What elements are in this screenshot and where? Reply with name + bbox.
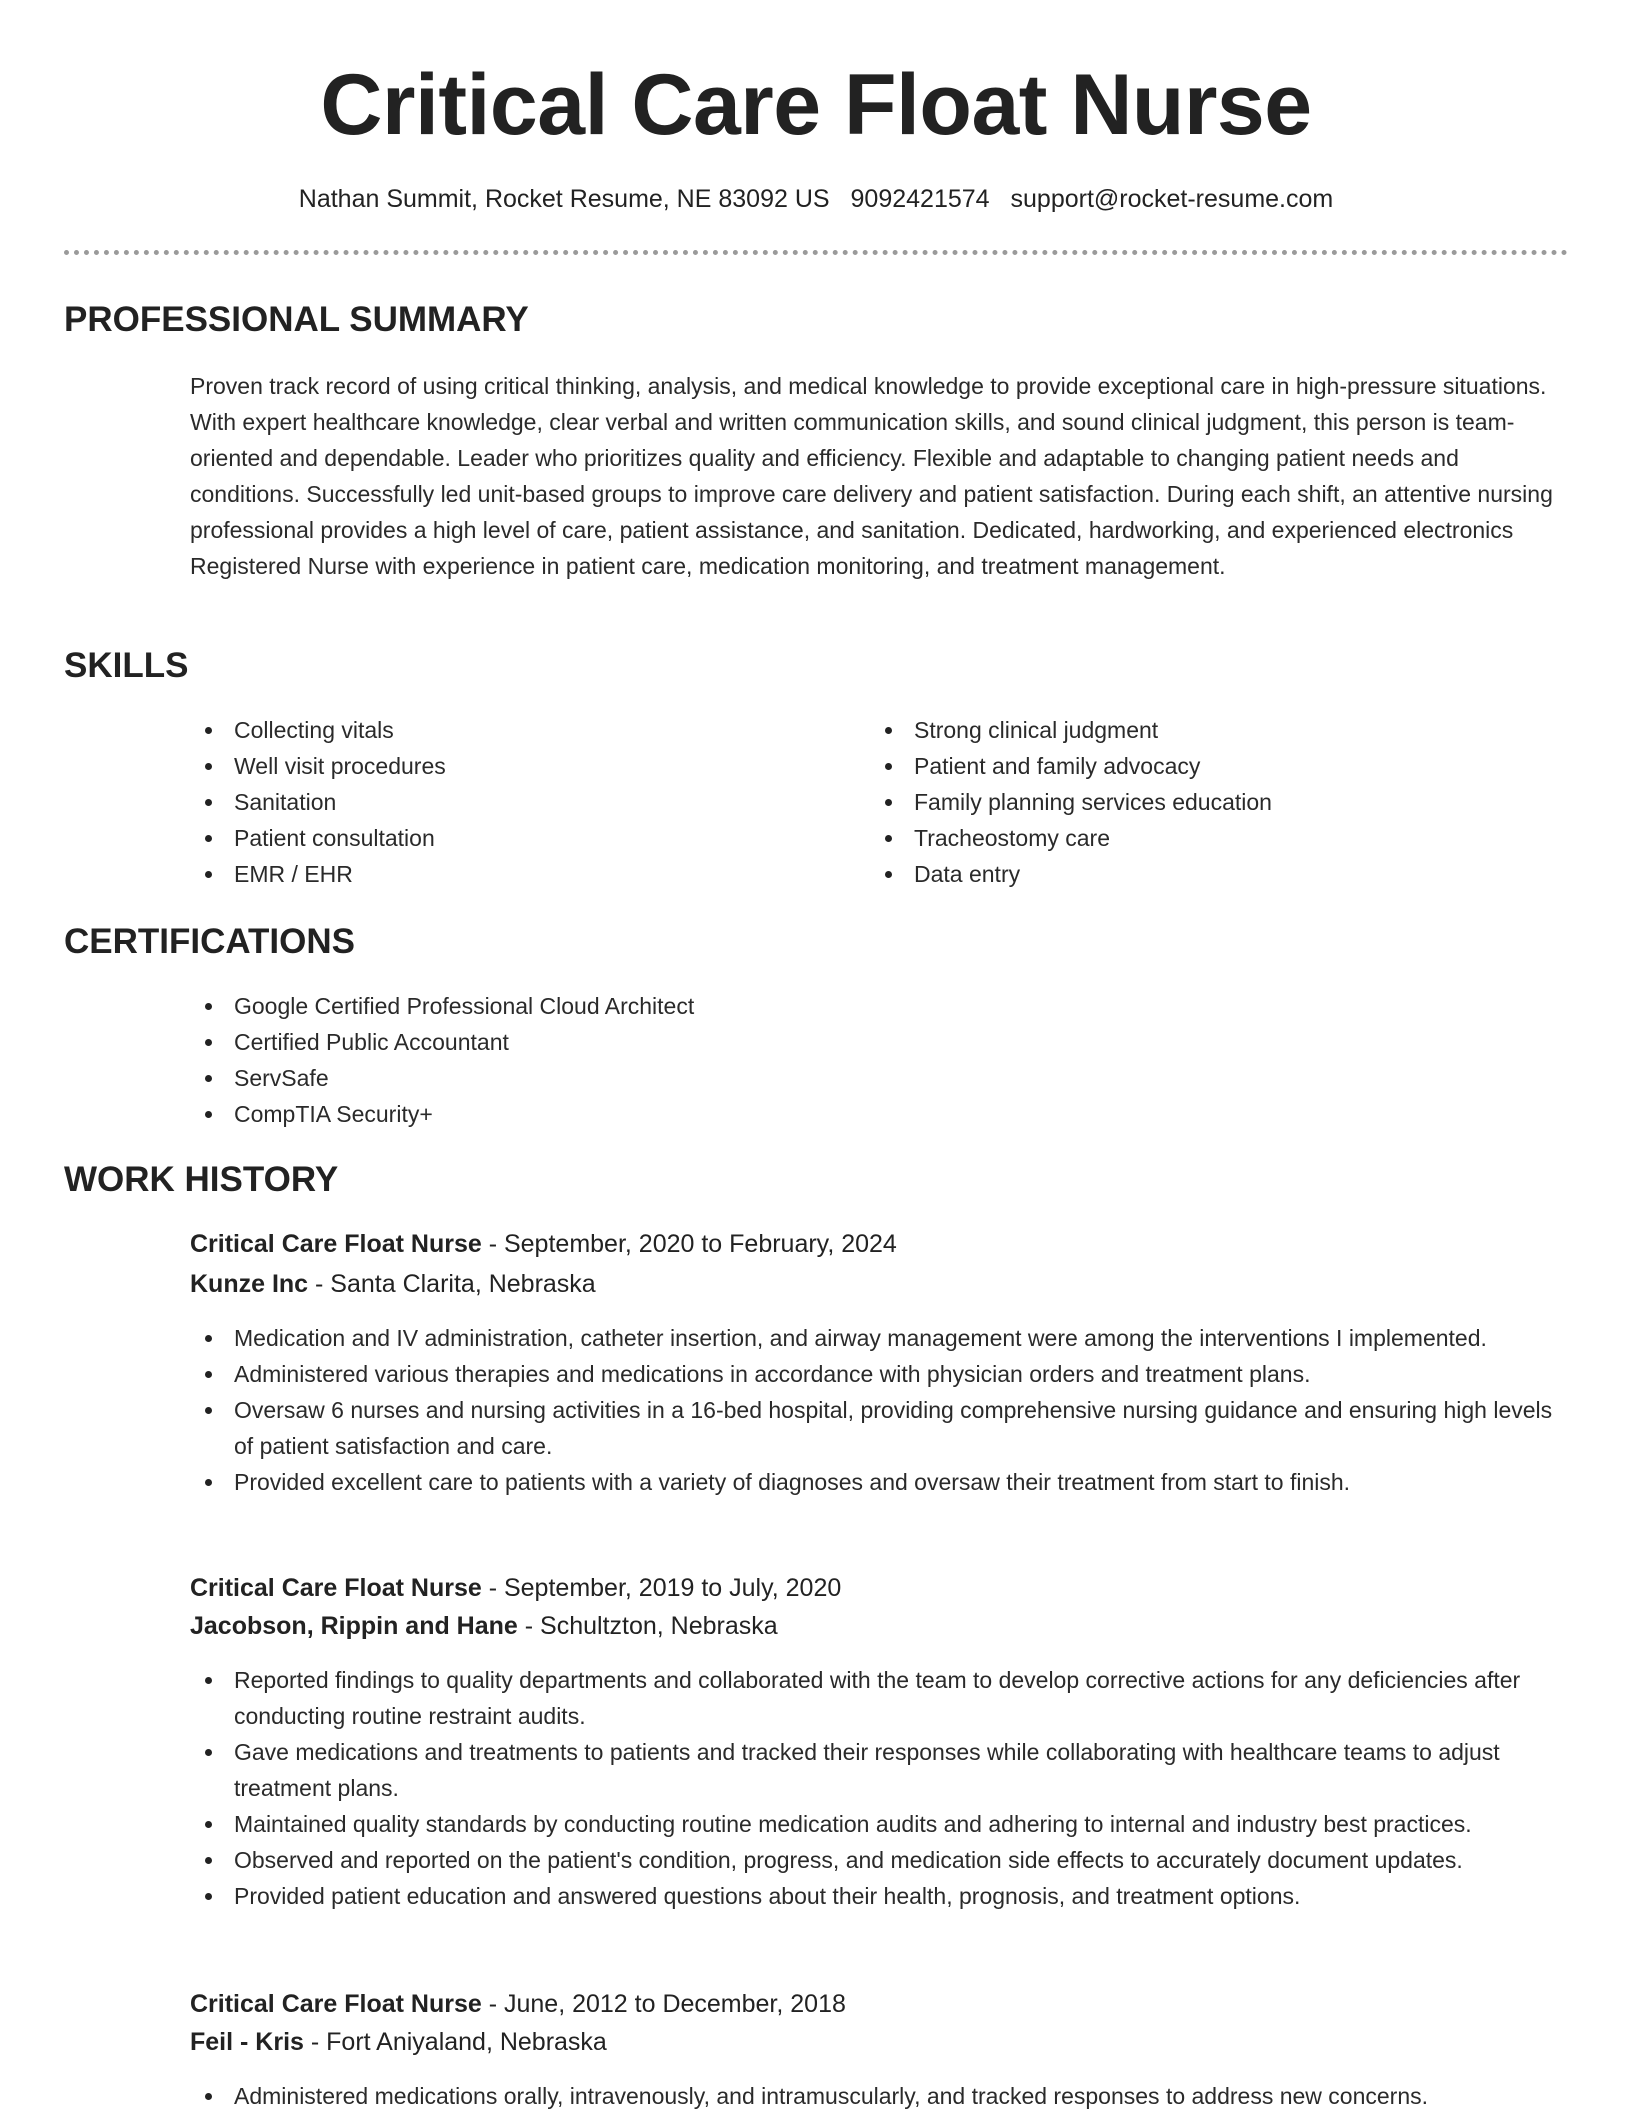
skill-item: EMR / EHR <box>190 856 850 892</box>
work-history-heading: WORK HISTORY <box>64 1160 339 1199</box>
job-dates: - September, 2020 to February, 2024 <box>481 1230 897 1258</box>
job-company: Jacobson, Rippin and Hane <box>190 1612 518 1640</box>
job-company: Feil - Kris <box>190 2028 304 2056</box>
job-bullets <box>190 2078 1570 2112</box>
contact-phone: 9092421574 <box>850 185 990 213</box>
certification-item: Google Certified Professional Cloud Architect <box>190 988 1570 1024</box>
job-bullets <box>190 1662 1570 1914</box>
skills-list-left <box>190 712 850 892</box>
skill-item: Family planning services education <box>870 784 1530 820</box>
job-bullet: Maintained quality standards by conducting routine medication audits and adhering to internal and industry best practices. <box>190 1806 1570 1842</box>
skill-item: Patient and family advocacy <box>870 748 1530 784</box>
summary-heading: PROFESSIONAL SUMMARY <box>64 300 529 339</box>
job-title: Critical Care Float Nurse <box>190 1574 482 1602</box>
job-bullet: Administered various therapies and medications in accordance with physician orders and treatment plans. <box>190 1356 1570 1392</box>
job-location: - Fort Aniyaland, Nebraska <box>303 2028 607 2056</box>
job-bullet: Observed and reported on the patient's condition, progress, and medication side effects to accurately document updates. <box>190 1842 1570 1878</box>
job-dates: - September, 2019 to July, 2020 <box>481 1574 842 1602</box>
job-dates: - June, 2012 to December, 2018 <box>481 1990 846 2018</box>
job-company-line <box>190 1608 778 1644</box>
header-divider <box>64 250 1568 255</box>
job-title-line <box>190 1570 841 1606</box>
resume-title: Critical Care Float Nurse <box>320 57 1312 153</box>
summary-text: Proven track record of using critical thinking, analysis, and medical knowledge to provide exceptional care in high-pressure situations. With expert healthcare knowledge, clear verbal and written communication skills, and sound clinical judgment, this person is team-oriented and dependable. Leader who prioritizes quality and efficiency. Flexible and adaptable to changing patient needs and conditions. Successfully led unit-based groups to improve care delivery and patient satisfaction. During each shift, an attentive nursing professional provides a high level of care, patient assistance, and sanitation. Dedicated, hardworking, and experienced electronics Registered Nurse with experience in patient care, medication monitoring, and treatment management. <box>190 373 1553 579</box>
contact-address: Nathan Summit, Rocket Resume, NE 83092 US <box>298 185 830 213</box>
job-title: Critical Care Float Nurse <box>190 1990 482 2018</box>
certifications-list <box>190 988 1570 1132</box>
job-location: - Santa Clarita, Nebraska <box>308 1270 596 1298</box>
job-title-line <box>190 1226 897 1262</box>
certifications-heading: CERTIFICATIONS <box>64 922 356 961</box>
skills-heading: SKILLS <box>64 646 189 685</box>
skill-item: Data entry <box>870 856 1530 892</box>
job-bullet: Gave medications and treatments to patients and tracked their responses while collaborating with healthcare teams to adjust treatment plans. <box>190 1734 1570 1806</box>
job-title: Critical Care Float Nurse <box>190 1230 482 1258</box>
skill-item: Collecting vitals <box>190 712 850 748</box>
job-bullet: Reported findings to quality departments and collaborated with the team to develop corrective actions for any deficiencies after conducting routine restraint audits. <box>190 1662 1570 1734</box>
job-company-line <box>190 2024 607 2060</box>
skill-item: Tracheostomy care <box>870 820 1530 856</box>
skill-item: Patient consultation <box>190 820 850 856</box>
job-bullet: Provided patient education and answered questions about their health, prognosis, and treatment options. <box>190 1878 1570 1914</box>
job-company-line <box>190 1266 596 1302</box>
job-bullet: Administered medications orally, intravenously, and intramuscularly, and tracked responses to address new concerns. <box>190 2078 1570 2112</box>
job-bullets <box>190 1320 1570 1500</box>
job-bullet: Medication and IV administration, catheter insertion, and airway management were among the interventions I implemented. <box>190 1320 1570 1356</box>
job-bullet: Provided excellent care to patients with a variety of diagnoses and oversaw their treatment from start to finish. <box>190 1464 1570 1500</box>
contact-email: support@rocket-resume.com <box>1010 185 1334 213</box>
skill-item: Strong clinical judgment <box>870 712 1530 748</box>
certification-item: Certified Public Accountant <box>190 1024 1570 1060</box>
job-location: - Schultzton, Nebraska <box>517 1612 778 1640</box>
certification-item: CompTIA Security+ <box>190 1096 1570 1132</box>
skill-item: Well visit procedures <box>190 748 850 784</box>
skill-item: Sanitation <box>190 784 850 820</box>
certification-item: ServSafe <box>190 1060 1570 1096</box>
job-title-line <box>190 1986 846 2022</box>
job-bullet: Oversaw 6 nurses and nursing activities in a 16-bed hospital, providing comprehensive nursing guidance and ensuring high levels of patient satisfaction and care. <box>190 1392 1570 1464</box>
contact-line <box>0 184 1632 214</box>
job-company: Kunze Inc <box>190 1270 309 1298</box>
skills-list-right <box>870 712 1530 892</box>
